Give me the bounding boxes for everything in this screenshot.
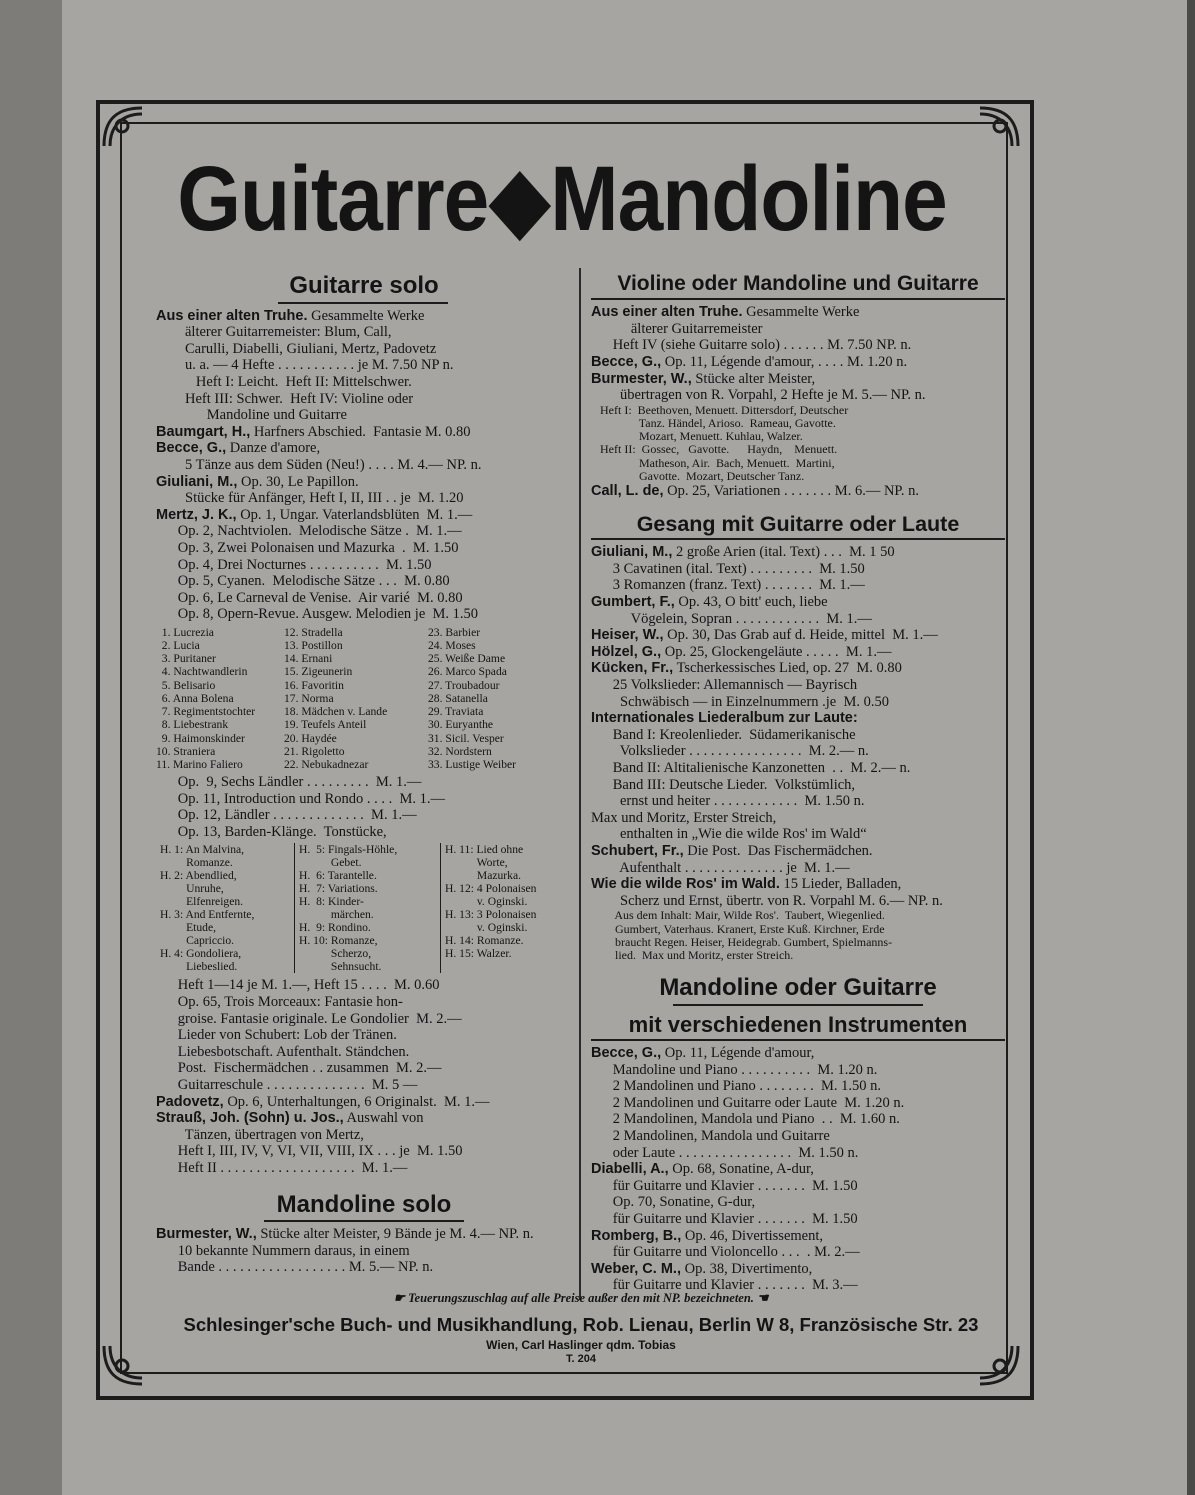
entry-text: Op. 43, O bitt' euch, liebe bbox=[674, 594, 828, 611]
catalog-entry bbox=[591, 860, 1005, 877]
catalog-entry bbox=[156, 407, 572, 424]
entry-text: Op. 30, Das Grab auf d. Heide, mittel M. 1.— bbox=[663, 627, 938, 644]
catalog-entry bbox=[156, 490, 572, 507]
catalog-entry bbox=[591, 627, 1005, 644]
left-column bbox=[156, 266, 572, 1276]
entry-text: Die Post. Das Fischermädchen. bbox=[683, 842, 873, 859]
entry-composer: Internationales Liederalbum zur Laute: bbox=[591, 710, 858, 727]
entry-text: Op. 8, Opern-Revue. Ausgew. Melodien je M. 1.50 bbox=[156, 606, 479, 623]
entry-text: älterer Guitarremeister bbox=[591, 320, 763, 337]
catalog-entry bbox=[591, 777, 1005, 794]
entry-text: Op. 11, Légende d'amour, bbox=[661, 1045, 815, 1061]
entry-composer: Call, L. de, bbox=[591, 482, 664, 499]
catalog-lines bbox=[156, 1226, 572, 1276]
catalog-entry bbox=[591, 577, 1005, 594]
entry-text: Op. 38, Divertimento, bbox=[680, 1260, 813, 1277]
catalog-entry bbox=[591, 1161, 1005, 1178]
catalog-entry bbox=[591, 337, 1005, 354]
heft-list-col-1: H. 1: An Malvina, Romanze. H. 2: Abendlied, Unruhe, Elfenreigen. H. 3: And Entfernte, Etude, Capriccio. H. 4: Gondoliera, Liebeslied. bbox=[160, 843, 255, 974]
catalog-entry bbox=[591, 561, 1005, 578]
entry-text: übertragen von R. Vorpahl, 2 Hefte je M. 5.— NP. n. bbox=[591, 387, 926, 404]
catalog-lines bbox=[591, 1045, 1005, 1294]
entry-text: Heft 1—14 je M. 1.—, Heft 15 . . . . M. 0.60 bbox=[156, 977, 440, 994]
catalog-entry bbox=[591, 793, 1005, 810]
entry-text: 5 Tänze aus dem Süden (Neu!) . . . . M. 4.— NP. n. bbox=[156, 456, 482, 473]
entry-text: Bande . . . . . . . . . . . . . . . . . . M. 5.— NP. n. bbox=[156, 1259, 434, 1276]
catalog-entry bbox=[591, 1095, 1005, 1112]
catalog-entry bbox=[591, 387, 1005, 404]
entry-composer: Heiser, W., bbox=[591, 627, 664, 644]
catalog-entry bbox=[156, 1077, 572, 1094]
catalog-entry bbox=[591, 876, 1005, 893]
catalog-entry bbox=[591, 810, 1005, 827]
catalog-entry bbox=[156, 994, 572, 1011]
entry-composer: Burmester, W., bbox=[591, 370, 692, 387]
entry-composer: Mertz, J. K., bbox=[156, 506, 237, 523]
entry-text: Carulli, Diabelli, Giuliani, Mertz, Padovetz bbox=[156, 340, 437, 357]
catalog-entry bbox=[591, 1045, 1005, 1062]
entry-text: Op. 65, Trois Morceaux: Fantasie hon- bbox=[156, 994, 403, 1011]
entry-text: Max und Moritz, Erster Streich, bbox=[591, 809, 777, 826]
catalog-entry bbox=[156, 507, 572, 524]
opera-list bbox=[156, 626, 572, 771]
catalog-entry bbox=[156, 1027, 572, 1044]
entry-composer: Wie die wilde Ros' im Wald. bbox=[591, 876, 780, 893]
catalog-entry bbox=[156, 1127, 572, 1144]
catalog-code: T. 204 bbox=[566, 1353, 596, 1365]
entry-text: Tänzen, übertragen von Mertz, bbox=[156, 1126, 364, 1143]
corner-ornament-icon bbox=[976, 104, 1022, 150]
entry-text: 10 bekannte Nummern daraus, in einem bbox=[156, 1242, 410, 1259]
opera-list-col-2: 12. Stradella 13. Postillon 14. Ernani 15. Zigeunerin 16. Favoritin 17. Norma 18. Mädchen v. Lande 19. Teufels Anteil 20. Haydée 21. Rigoletto 22. Nebukadnezar bbox=[284, 625, 388, 771]
entry-text: 3 Cavatinen (ital. Text) . . . . . . . . . M. 1.50 bbox=[591, 560, 865, 577]
opera-list-col-3: 23. Barbier 24. Moses 25. Weiße Dame 26. Marco Spada 27. Troubadour 28. Satanella 29. Traviata 30. Euryanthe 31. Sicil. Vesper 32. Nordstern 33. Lustige Weiber bbox=[428, 625, 517, 771]
entry-text: für Guitarre und Violoncello . . . . M. 2.— bbox=[591, 1244, 860, 1261]
catalog-entry bbox=[156, 1011, 572, 1028]
entry-text: Band III: Deutsche Lieder. Volkstümlich, bbox=[591, 776, 856, 793]
entry-text: für Guitarre und Klavier . . . . . . . M. 1.50 bbox=[591, 1210, 858, 1227]
catalog-entry bbox=[591, 594, 1005, 611]
catalog-entry bbox=[156, 540, 572, 557]
catalog-entry bbox=[591, 893, 1005, 910]
left-margin-strip bbox=[0, 0, 62, 1495]
entry-text: Op. 3, Zwei Polonaisen und Mazurka . M. 1.50 bbox=[156, 539, 459, 556]
catalog-lines bbox=[156, 977, 572, 1176]
catalog-entry bbox=[156, 1243, 572, 1260]
entry-text: Op. 25, Variationen . . . . . . . M. 6.— NP. n. bbox=[663, 482, 920, 499]
catalog-entry bbox=[591, 1178, 1005, 1195]
entry-text: Op. 30, Le Papillon. bbox=[237, 473, 359, 490]
entry-text: für Guitarre und Klavier . . . . . . . M. 3.— bbox=[591, 1277, 858, 1294]
entry-text: älterer Guitarremeister: Blum, Call, bbox=[156, 324, 392, 341]
entry-text: Heft II . . . . . . . . . . . . . . . . . . . M. 1.— bbox=[156, 1160, 408, 1177]
entry-composer: Weber, C. M., bbox=[591, 1260, 681, 1277]
entry-text: Danze d'amore, bbox=[226, 440, 321, 457]
entry-text: u. a. — 4 Hefte . . . . . . . . . . . je M. 7.50 NP n. bbox=[156, 357, 454, 374]
entry-text: 2 Mandolinen, Mandola und Piano . . M. 1.60 n. bbox=[591, 1111, 900, 1128]
corner-ornament-icon bbox=[100, 1342, 146, 1388]
entry-composer: Schubert, Fr., bbox=[591, 842, 684, 859]
catalog-entry bbox=[591, 677, 1005, 694]
catalog-entry bbox=[156, 308, 572, 325]
catalog-entry bbox=[591, 1078, 1005, 1095]
catalog-entry bbox=[591, 843, 1005, 860]
entry-text: 2 Mandolinen, Mandola und Guitarre bbox=[591, 1127, 830, 1144]
catalog-entry bbox=[156, 374, 572, 391]
entry-text: Lieder von Schubert: Lob der Tränen. bbox=[156, 1027, 397, 1044]
entry-text: Op. 70, Sonatine, G-dur, bbox=[591, 1194, 756, 1211]
catalog-entry bbox=[156, 807, 572, 824]
entry-text: Op. 46, Divertissement, bbox=[681, 1227, 823, 1244]
right-column bbox=[591, 266, 1005, 1294]
entry-composer: Kücken, Fr., bbox=[591, 660, 674, 677]
entry-text: Op. 2, Nachtviolen. Melodische Sätze . M. 1.— bbox=[156, 523, 462, 540]
entry-composer: Giuliani, M., bbox=[156, 473, 238, 490]
entry-composer: Aus einer alten Truhe. bbox=[156, 307, 308, 324]
entry-composer: Strauß, Joh. (Sohn) u. Jos., bbox=[156, 1110, 344, 1127]
entry-text: Stücke alter Meister, bbox=[691, 370, 816, 387]
heading-underline bbox=[591, 538, 1005, 540]
entry-text: Op. 11, Légende d'amour, . . . . M. 1.20 n. bbox=[661, 353, 908, 370]
heft-list-col-2: H. 5: Fingals-Höhle, Gebet. H. 6: Tarantelle. H. 7: Variations. H. 8: Kinder- märchen. H. 9: Rondino. H. 10: Romanze, Scherzo, Sehnsucht. bbox=[294, 843, 440, 973]
page-title: Guitarre◆Mandoline bbox=[177, 148, 947, 251]
entry-text: Band I: Kreolenlieder. Südamerikanische bbox=[591, 726, 856, 743]
entry-text: Mandoline und Piano . . . . . . . . . . M. 1.20 n. bbox=[591, 1061, 878, 1078]
entry-text: Op. 68, Sonatine, A-dur, bbox=[668, 1161, 814, 1178]
entry-text: 2 große Arien (ital. Text) . . . M. 1 50 bbox=[672, 544, 895, 561]
entry-composer: Becce, G., bbox=[156, 440, 227, 457]
catalog-entry bbox=[591, 1261, 1005, 1278]
entry-text: Stücke alter Meister, 9 Bände je M. 4.— NP. n. bbox=[256, 1226, 534, 1243]
entry-text: 3 Romanzen (franz. Text) . . . . . . . M. 1.— bbox=[591, 577, 865, 594]
album-contents-small: Aus dem Inhalt: Mair, Wilde Ros'. Taubert, Wiegenlied. Gumbert, Vaterhaus. Kranert, Erste Kuß. Kirchner, Erde braucht Regen. Heiser, Heidegrab. Gumbert, Spielmanns- lied. Max und Moritz, erster Streich. bbox=[614, 908, 893, 962]
catalog-entry bbox=[156, 440, 572, 457]
entry-composer: Padovetz, bbox=[156, 1093, 224, 1110]
heft-contents-small: Heft I: Beethoven, Menuett. Dittersdorf, Deutscher Tanz. Händel, Arioso. Rameau, Gavotte. Mozart, Menuett. Kuhlau, Walzer. Heft II: Gossec, Gavotte. Haydn, Menuett. Matheson, Air. Bach, Menuett. Martini, Gavotte. Mozart, Deutscher Tanz. bbox=[600, 402, 849, 483]
entry-text: Volkslieder . . . . . . . . . . . . . . . . M. 2.— n. bbox=[591, 743, 869, 760]
catalog-entry bbox=[591, 694, 1005, 711]
catalog-entry bbox=[591, 483, 1005, 500]
heft-list bbox=[156, 843, 572, 973]
entry-text: Harfners Abschied. Fantasie M. 0.80 bbox=[250, 423, 471, 440]
catalog-entry bbox=[591, 1145, 1005, 1162]
publisher-wien: Wien, Carl Haslinger qdm. Tobias bbox=[486, 1338, 676, 1352]
catalog-entry bbox=[156, 1226, 572, 1243]
catalog-entry bbox=[156, 774, 572, 791]
catalog-entry bbox=[156, 1094, 572, 1111]
entry-text: Liebesbotschaft. Aufenthalt. Ständchen. bbox=[156, 1043, 410, 1060]
catalog-entry bbox=[591, 644, 1005, 661]
column-divider bbox=[579, 268, 581, 1300]
entry-text: 15 Lieder, Balladen, bbox=[779, 876, 902, 893]
catalog-entry bbox=[156, 357, 572, 374]
catalog-entry bbox=[591, 321, 1005, 338]
catalog-entry bbox=[591, 611, 1005, 628]
entry-text: Op. 6, Unterhaltungen, 6 Originalst. M. 1.— bbox=[223, 1093, 490, 1110]
catalog-entry bbox=[156, 791, 572, 808]
entry-text: Tscherkessisches Lied, op. 27 M. 0.80 bbox=[673, 660, 902, 677]
entry-text: Gesammelte Werke bbox=[742, 304, 860, 321]
entry-text: groise. Fantasie originale. Le Gondolier M. 2.— bbox=[156, 1010, 462, 1027]
entry-composer: Gumbert, F., bbox=[591, 594, 675, 611]
entry-text: Auswahl von bbox=[343, 1110, 424, 1127]
entry-text: Heft III: Schwer. Heft IV: Violine oder bbox=[156, 390, 414, 407]
entry-text: Band II: Altitalienische Kanzonetten . . M. 2.— n. bbox=[591, 759, 911, 776]
heading-underline bbox=[591, 1039, 1005, 1041]
catalog-entry bbox=[156, 1110, 572, 1127]
catalog-entry bbox=[156, 424, 572, 441]
catalog-entry bbox=[591, 371, 1005, 388]
catalog-entry bbox=[156, 573, 572, 590]
entry-text: Op. 12, Ländler . . . . . . . . . . . . . M. 1.— bbox=[156, 807, 417, 824]
heading-mandoline-solo: Mandoline solo bbox=[276, 1190, 452, 1218]
entry-composer: Romberg, B., bbox=[591, 1227, 682, 1244]
catalog-entry bbox=[591, 1128, 1005, 1145]
entry-text: Mandoline und Guitarre bbox=[156, 407, 347, 424]
entry-composer: Hölzel, G., bbox=[591, 643, 662, 660]
heading-violine-mandoline: Violine oder Mandoline und Guitarre bbox=[617, 272, 979, 295]
catalog-lines bbox=[591, 544, 1005, 909]
catalog-entry bbox=[591, 826, 1005, 843]
heading-underline bbox=[278, 302, 448, 304]
heading-mit-instrumenten: mit verschiedenen Instrumenten bbox=[628, 1011, 968, 1037]
catalog-entry bbox=[156, 824, 572, 841]
entry-text: oder Laute . . . . . . . . . . . . . . . . M. 1.50 n. bbox=[591, 1144, 859, 1161]
entry-text: Heft I, III, IV, V, VI, VII, VIII, IX . . . je M. 1.50 bbox=[156, 1143, 463, 1160]
entry-text: enthalten in „Wie die wilde Ros' im Wald“ bbox=[591, 826, 867, 843]
catalog-entry bbox=[156, 474, 572, 491]
catalog-entry bbox=[156, 1044, 572, 1061]
catalog-entry bbox=[156, 341, 572, 358]
entry-text: Gesammelte Werke bbox=[307, 307, 425, 324]
heading-underline bbox=[264, 1220, 464, 1222]
entry-text: ernst und heiter . . . . . . . . . . . . M. 1.50 n. bbox=[591, 793, 865, 810]
catalog-entry bbox=[591, 1211, 1005, 1228]
heft-list-col-3: H. 11: Lied ohne Worte, Mazurka. H. 12: 4 Polonaisen v. Oginski. H. 13: 3 Polonaisen v. Oginski. H. 14: Romanze. H. 15: Walzer. bbox=[440, 843, 568, 973]
catalog-entry bbox=[156, 1060, 572, 1077]
entry-text: für Guitarre und Klavier . . . . . . . M. 1.50 bbox=[591, 1177, 858, 1194]
catalog-lines bbox=[591, 483, 1005, 500]
catalog-entry bbox=[591, 660, 1005, 677]
entry-text: Stücke für Anfänger, Heft I, II, III . . je M. 1.20 bbox=[156, 490, 464, 507]
entry-composer: Giuliani, M., bbox=[591, 544, 673, 561]
entry-text: Op. 1, Ungar. Vaterlandsblüten M. 1.— bbox=[236, 506, 473, 523]
heading-underline bbox=[673, 1004, 923, 1006]
heading-mandoline-guitarre: Mandoline oder Guitarre bbox=[659, 974, 937, 1002]
entry-composer: Diabelli, A., bbox=[591, 1161, 669, 1178]
catalog-entry bbox=[156, 1143, 572, 1160]
entry-text: Aufenthalt . . . . . . . . . . . . . . je M. 1.— bbox=[591, 859, 850, 876]
catalog-entry bbox=[591, 1194, 1005, 1211]
entry-text: Op. 13, Barden-Klänge. Tonstücke, bbox=[156, 823, 387, 840]
catalog-entry bbox=[591, 1228, 1005, 1245]
entry-composer: Becce, G., bbox=[591, 1045, 662, 1061]
heading-guitarre-solo: Guitarre solo bbox=[289, 272, 439, 299]
catalog-entry bbox=[156, 606, 572, 623]
entry-text: Schwäbisch — in Einzelnummern .je M. 0.50 bbox=[591, 693, 890, 710]
catalog-entry bbox=[156, 977, 572, 994]
catalog-entry bbox=[156, 590, 572, 607]
catalog-entry bbox=[156, 457, 572, 474]
entry-text: Op. 11, Introduction und Rondo . . . . M. 1.— bbox=[156, 790, 446, 807]
heading-underline bbox=[591, 298, 1005, 300]
entry-text: Op. 4, Drei Nocturnes . . . . . . . . . . M. 1.50 bbox=[156, 556, 432, 573]
catalog-lines bbox=[156, 308, 572, 623]
catalog-entry bbox=[591, 743, 1005, 760]
entry-composer: Burmester, W., bbox=[156, 1226, 257, 1243]
price-surcharge-note: ☛ Teuerungszuschlag auf alle Preise außer den mit NP. bezeichneten. ☚ bbox=[393, 1291, 769, 1305]
catalog-lines bbox=[156, 774, 572, 840]
catalog-entry bbox=[156, 391, 572, 408]
entry-text: Op. 25, Glockengeläute . . . . . M. 1.— bbox=[661, 643, 892, 660]
catalog-entry bbox=[156, 1160, 572, 1177]
entry-text: Guitarreschule . . . . . . . . . . . . . . M. 5 — bbox=[156, 1077, 418, 1094]
entry-composer: Becce, G., bbox=[591, 353, 662, 370]
catalog-entry bbox=[591, 710, 1005, 727]
catalog-entry bbox=[156, 1259, 572, 1276]
corner-ornament-icon bbox=[100, 104, 146, 150]
catalog-entry bbox=[156, 324, 572, 341]
entry-composer: Baumgart, H., bbox=[156, 423, 251, 440]
catalog-lines bbox=[591, 304, 1005, 404]
entry-text: Heft IV (siehe Guitarre solo) . . . . . . M. 7.50 NP. n. bbox=[591, 337, 912, 354]
entry-text: Vögelein, Sopran . . . . . . . . . . . . M. 1.— bbox=[591, 610, 872, 627]
publisher-line: Schlesinger'sche Buch- und Musikhandlung, Rob. Lienau, Berlin W 8, Französische Str. 23 bbox=[183, 1314, 979, 1335]
entry-text: 25 Volkslieder: Allemannisch — Bayrisch bbox=[591, 676, 858, 693]
catalog-entry bbox=[591, 1111, 1005, 1128]
entry-text: 2 Mandolinen und Piano . . . . . . . . M. 1.50 n. bbox=[591, 1078, 881, 1095]
catalog-entry bbox=[591, 1062, 1005, 1079]
entry-composer: Aus einer alten Truhe. bbox=[591, 304, 743, 321]
catalog-entry bbox=[591, 354, 1005, 371]
entry-text: Scherz und Ernst, übertr. von R. Vorpahl M. 6.— NP. n. bbox=[591, 892, 943, 909]
catalog-entry bbox=[591, 727, 1005, 744]
entry-text: Op. 9, Sechs Ländler . . . . . . . . . M. 1.— bbox=[156, 774, 422, 791]
entry-text: Op. 6, Le Carneval de Venise. Air varié M. 0.80 bbox=[156, 589, 463, 606]
heading-gesang: Gesang mit Guitarre oder Laute bbox=[636, 511, 960, 536]
entry-text: 2 Mandolinen und Guitarre oder Laute M. 1.20 n. bbox=[591, 1094, 905, 1111]
opera-list-col-1: 1. Lucrezia 2. Lucia 3. Puritaner 4. Nachtwandlerin 5. Belisario 6. Anna Bolena 7. Regimentstochter 8. Liebestrank 9. Haimonskinder 10. Straniera 11. Marino Faliero bbox=[156, 625, 256, 771]
entry-text: Op. 5, Cyanen. Melodische Sätze . . . M. 0.80 bbox=[156, 573, 450, 590]
catalog-entry bbox=[591, 760, 1005, 777]
entry-text: Heft I: Leicht. Heft II: Mittelschwer. bbox=[156, 373, 412, 390]
catalog-entry bbox=[156, 557, 572, 574]
catalog-entry bbox=[591, 304, 1005, 321]
catalog-entry bbox=[591, 1244, 1005, 1261]
catalog-entry bbox=[591, 544, 1005, 561]
entry-text: Post. Fischermädchen . . zusammen M. 2.— bbox=[156, 1060, 442, 1077]
catalog-entry bbox=[156, 523, 572, 540]
